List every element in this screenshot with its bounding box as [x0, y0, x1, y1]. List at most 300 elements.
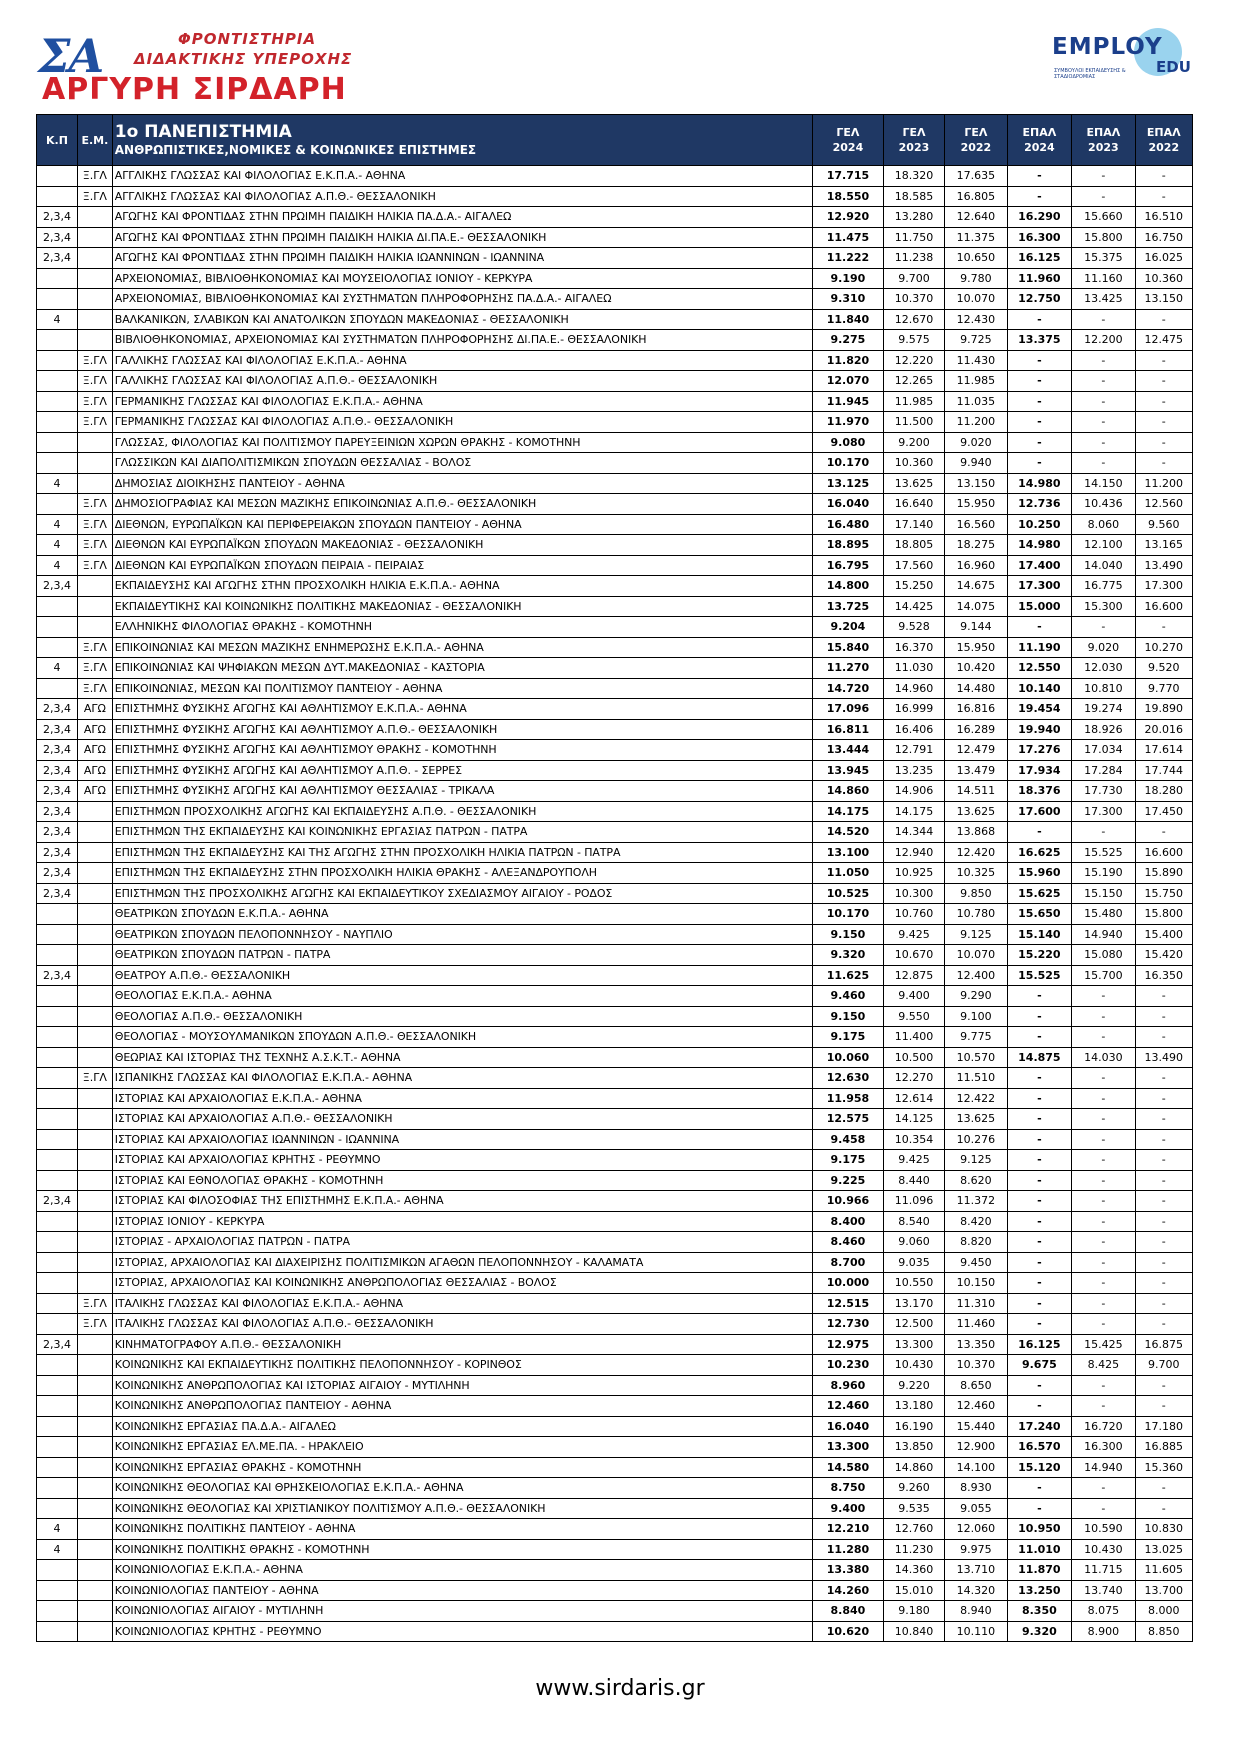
kp-cell	[37, 637, 78, 658]
em-cell: Ξ.ΓΛ	[77, 412, 112, 433]
em-cell	[77, 453, 112, 474]
kp-cell: 2,3,4	[37, 781, 78, 802]
epal-2023: 9.020	[1072, 637, 1135, 658]
epal-2022: -	[1135, 1191, 1192, 1212]
department-name: ΓΛΩΣΣΙΚΩΝ ΚΑΙ ΔΙΑΠΟΛΙΤΙΣΜΙΚΩΝ ΣΠΟΥΔΩΝ ΘΕΣΣΑΛΙΑΣ - ΒΟΛΟΣ	[112, 453, 812, 474]
em-cell	[77, 1375, 112, 1396]
gel-2024: 9.275	[813, 330, 884, 351]
gel-2023: 12.500	[883, 1314, 944, 1335]
em-cell	[77, 986, 112, 1007]
kp-cell	[37, 1560, 78, 1581]
department-name: ΙΣΤΟΡΙΑΣ, ΑΡΧΑΙΟΛΟΓΙΑΣ ΚΑΙ ΚΟΙΝΩΝΙΚΗΣ ΑΝΘΡΩΠΟΛΟΓΙΑΣ ΘΕΣΣΑΛΙΑΣ - ΒΟΛΟΣ	[112, 1273, 812, 1294]
department-name: ΓΑΛΛΙΚΗΣ ΓΛΩΣΣΑΣ ΚΑΙ ΦΙΛΟΛΟΓΙΑΣ Α.Π.Θ.- ΘΕΣΣΑΛΟΝΙΚΗ	[112, 371, 812, 392]
gel-2022: 10.150	[945, 1273, 1007, 1294]
epal-2023: -	[1072, 412, 1135, 433]
gel-2023: 13.625	[883, 473, 944, 494]
em-cell: ΑΓΩ	[77, 760, 112, 781]
epal-2022: 13.165	[1135, 535, 1192, 556]
header-col-label: ΓΕΛ	[836, 126, 860, 139]
epal-2022: 17.744	[1135, 760, 1192, 781]
table-row	[37, 1314, 1193, 1335]
gel-2023: 16.640	[883, 494, 944, 515]
kp-cell	[37, 330, 78, 351]
gel-2022: 9.144	[945, 617, 1007, 638]
gel-2024: 11.222	[813, 248, 884, 269]
department-name: ΑΓΩΓΗΣ ΚΑΙ ΦΡΟΝΤΙΔΑΣ ΣΤΗΝ ΠΡΩΙΜΗ ΠΑΙΔΙΚΗ ΗΛΙΚΙΑ ΔΙ.ΠΑ.Ε.- ΘΕΣΣΑΛΟΝΙΚΗ	[112, 227, 812, 248]
gel-2023: 14.860	[883, 1457, 944, 1478]
department-name: ΘΕΑΤΡΙΚΩΝ ΣΠΟΥΔΩΝ ΠΕΛΟΠΟΝΝΗΣΟΥ - ΝΑΥΠΛΙΟ	[112, 924, 812, 945]
gel-2022: 10.780	[945, 904, 1007, 925]
table-row	[37, 371, 1193, 392]
epal-2022: -	[1135, 432, 1192, 453]
department-name: ΚΟΙΝΩΝΙΚΗΣ ΠΟΛΙΤΙΚΗΣ ΘΡΑΚΗΣ - ΚΟΜΟΤΗΝΗ	[112, 1539, 812, 1560]
epal-2024: -	[1007, 1396, 1072, 1417]
em-cell: Ξ.ΓΛ	[77, 555, 112, 576]
employ-logo-edu: EDU	[1156, 58, 1191, 76]
gel-2024: 10.170	[813, 904, 884, 925]
kp-cell	[37, 1437, 78, 1458]
em-cell	[77, 207, 112, 228]
gel-2023: 10.550	[883, 1273, 944, 1294]
gel-2024: 9.190	[813, 268, 884, 289]
epal-2022: 10.830	[1135, 1519, 1192, 1540]
em-cell	[77, 432, 112, 453]
epal-2023: -	[1072, 1375, 1135, 1396]
epal-2023: -	[1072, 1191, 1135, 1212]
em-cell	[77, 863, 112, 884]
epal-2024: 11.010	[1007, 1539, 1072, 1560]
epal-2022: 16.350	[1135, 965, 1192, 986]
epal-2023: 11.160	[1072, 268, 1135, 289]
table-row	[37, 965, 1193, 986]
gel-2023: 12.875	[883, 965, 944, 986]
department-name: ΑΓΩΓΗΣ ΚΑΙ ΦΡΟΝΤΙΔΑΣ ΣΤΗΝ ΠΡΩΙΜΗ ΠΑΙΔΙΚΗ ΗΛΙΚΙΑ ΙΩΑΝΝΙΝΩΝ - ΙΩΑΝΝΙΝΑ	[112, 248, 812, 269]
epal-2023: -	[1072, 371, 1135, 392]
gel-2022: 10.420	[945, 658, 1007, 679]
gel-2023: 14.175	[883, 801, 944, 822]
epal-2023: -	[1072, 166, 1135, 187]
epal-2024: 11.190	[1007, 637, 1072, 658]
epal-2022: -	[1135, 1375, 1192, 1396]
table-row	[37, 617, 1193, 638]
department-name: ΓΛΩΣΣΑΣ, ΦΙΛΟΛΟΓΙΑΣ ΚΑΙ ΠΟΛΙΤΙΣΜΟΥ ΠΑΡΕΥΞΕΙΝΙΩΝ ΧΩΡΩΝ ΘΡΑΚΗΣ - ΚΟΜΟΤΗΝΗ	[112, 432, 812, 453]
gel-2023: 9.425	[883, 1150, 944, 1171]
gel-2024: 10.170	[813, 453, 884, 474]
table-row	[37, 945, 1193, 966]
kp-cell	[37, 1047, 78, 1068]
epal-2024: 15.120	[1007, 1457, 1072, 1478]
em-cell: ΑΓΩ	[77, 781, 112, 802]
kp-cell	[37, 617, 78, 638]
gel-2022: 17.635	[945, 166, 1007, 187]
table-row	[37, 904, 1193, 925]
gel-2024: 18.550	[813, 186, 884, 207]
table-row	[37, 781, 1193, 802]
table-row	[37, 719, 1193, 740]
gel-2023: 9.425	[883, 924, 944, 945]
table-row	[37, 207, 1193, 228]
table-row	[37, 1088, 1193, 1109]
epal-2023: 14.030	[1072, 1047, 1135, 1068]
epal-2022: 10.360	[1135, 268, 1192, 289]
gel-2023: 9.550	[883, 1006, 944, 1027]
gel-2023: 10.925	[883, 863, 944, 884]
gel-2022: 14.100	[945, 1457, 1007, 1478]
gel-2023: 11.985	[883, 391, 944, 412]
table-row	[37, 1560, 1193, 1581]
gel-2023: 16.406	[883, 719, 944, 740]
epal-2024: 17.240	[1007, 1416, 1072, 1437]
gel-2023: 14.425	[883, 596, 944, 617]
epal-2023: 12.030	[1072, 658, 1135, 679]
epal-2024: 16.625	[1007, 842, 1072, 863]
epal-2022: -	[1135, 391, 1192, 412]
kp-cell: 4	[37, 473, 78, 494]
em-cell: Ξ.ΓΛ	[77, 514, 112, 535]
department-name: ΕΠΙΚΟΙΝΩΝΙΑΣ ΚΑΙ ΜΕΣΩΝ ΜΑΖΙΚΗΣ ΕΝΗΜΕΡΩΣΗΣ Ε.Κ.Π.Α.- ΑΘΗΝΑ	[112, 637, 812, 658]
department-name: ΙΣΤΟΡΙΑΣ ΙΟΝΙΟΥ - ΚΕΡΚΥΡΑ	[112, 1211, 812, 1232]
gel-2023: 12.791	[883, 740, 944, 761]
table-row	[37, 863, 1193, 884]
gel-2024: 11.970	[813, 412, 884, 433]
gel-2023: 14.906	[883, 781, 944, 802]
em-cell	[77, 1047, 112, 1068]
gel-2022: 14.480	[945, 678, 1007, 699]
epal-2024: 19.940	[1007, 719, 1072, 740]
kp-cell	[37, 1375, 78, 1396]
gel-2024: 8.840	[813, 1601, 884, 1622]
em-cell	[77, 1334, 112, 1355]
table-row	[37, 453, 1193, 474]
kp-cell	[37, 371, 78, 392]
epal-2022: 17.180	[1135, 1416, 1192, 1437]
epal-2024: -	[1007, 822, 1072, 843]
gel-2022: 15.950	[945, 637, 1007, 658]
epal-2022: -	[1135, 1129, 1192, 1150]
epal-2023: 10.436	[1072, 494, 1135, 515]
department-name: ΚΟΙΝΩΝΙΟΛΟΓΙΑΣ ΠΑΝΤΕΙΟΥ - ΑΘΗΝΑ	[112, 1580, 812, 1601]
gel-2023: 12.670	[883, 309, 944, 330]
table-header-row	[37, 115, 1193, 166]
epal-2022: 16.885	[1135, 1437, 1192, 1458]
employ-edu-logo	[1052, 28, 1202, 88]
epal-2024: -	[1007, 1088, 1072, 1109]
gel-2022: 12.900	[945, 1437, 1007, 1458]
department-name: ΚΟΙΝΩΝΙΚΗΣ ΕΡΓΑΣΙΑΣ ΕΛ.ΜΕ.ΠΑ. - ΗΡΑΚΛΕΙΟ	[112, 1437, 812, 1458]
epal-2024: -	[1007, 1129, 1072, 1150]
header-col-year: 2022	[960, 141, 992, 154]
epal-2023: 8.900	[1072, 1621, 1135, 1642]
epal-2024: 16.125	[1007, 248, 1072, 269]
epal-2022: -	[1135, 1211, 1192, 1232]
department-name: ΙΤΑΛΙΚΗΣ ΓΛΩΣΣΑΣ ΚΑΙ ΦΙΛΟΛΟΓΙΑΣ Α.Π.Θ.- ΘΕΣΣΑΛΟΝΙΚΗ	[112, 1314, 812, 1335]
table-row	[37, 1498, 1193, 1519]
gel-2024: 9.225	[813, 1170, 884, 1191]
kp-cell: 2,3,4	[37, 1334, 78, 1355]
epal-2024: 12.736	[1007, 494, 1072, 515]
table-row	[37, 986, 1193, 1007]
gel-2024: 13.444	[813, 740, 884, 761]
department-name: ΔΙΕΘΝΩΝ ΚΑΙ ΕΥΡΩΠΑΪΚΩΝ ΣΠΟΥΔΩΝ ΜΑΚΕΔΟΝΙΑΣ - ΘΕΣΣΑΛΟΝΙΚΗ	[112, 535, 812, 556]
epal-2022: 19.890	[1135, 699, 1192, 720]
table-row	[37, 1601, 1193, 1622]
epal-2022: -	[1135, 1252, 1192, 1273]
em-cell	[77, 309, 112, 330]
gel-2024: 10.525	[813, 883, 884, 904]
gel-2024: 14.860	[813, 781, 884, 802]
gel-2022: 9.975	[945, 1539, 1007, 1560]
gel-2022: 12.430	[945, 309, 1007, 330]
epal-2022: -	[1135, 1027, 1192, 1048]
gel-2022: 8.620	[945, 1170, 1007, 1191]
gel-2023: 10.670	[883, 945, 944, 966]
gel-2022: 13.868	[945, 822, 1007, 843]
gel-2022: 14.675	[945, 576, 1007, 597]
department-name: ΔΙΕΘΝΩΝ ΚΑΙ ΕΥΡΩΠΑΪΚΩΝ ΣΠΟΥΔΩΝ ΠΕΙΡΑΙΑ - ΠΕΙΡΑΙΑΣ	[112, 555, 812, 576]
gel-2023: 9.700	[883, 268, 944, 289]
gel-2022: 9.725	[945, 330, 1007, 351]
table-row	[37, 842, 1193, 863]
department-name: ΕΠΙΣΤΗΜΗΣ ΦΥΣΙΚΗΣ ΑΓΩΓΗΣ ΚΑΙ ΑΘΛΗΤΙΣΜΟΥ ΘΕΣΣΑΛΙΑΣ - ΤΡΙΚΑΛΑ	[112, 781, 812, 802]
gel-2024: 9.320	[813, 945, 884, 966]
epal-2024: -	[1007, 1314, 1072, 1335]
department-name: ΑΓΓΛΙΚΗΣ ΓΛΩΣΣΑΣ ΚΑΙ ΦΙΛΟΛΟΓΙΑΣ Ε.Κ.Π.Α.- ΑΘΗΝΑ	[112, 166, 812, 187]
header-col-label: ΕΠΑΛ	[1146, 126, 1181, 139]
gel-2024: 9.310	[813, 289, 884, 310]
epal-2023: -	[1072, 186, 1135, 207]
epal-2022: 9.770	[1135, 678, 1192, 699]
gel-2023: 13.300	[883, 1334, 944, 1355]
table-row	[37, 883, 1193, 904]
epal-2023: 15.300	[1072, 596, 1135, 617]
em-cell	[77, 1273, 112, 1294]
gel-2024: 10.620	[813, 1621, 884, 1642]
em-cell: Ξ.ΓΛ	[77, 1293, 112, 1314]
table-subtitle: ΑΝΘΡΩΠΙΣΤΙΚΕΣ,ΝΟΜΙΚΕΣ & ΚΟΙΝΩΝΙΚΕΣ ΕΠΙΣΤΗΜΕΣ	[114, 143, 477, 157]
epal-2024: 10.140	[1007, 678, 1072, 699]
epal-2022: -	[1135, 412, 1192, 433]
epal-2024: 17.600	[1007, 801, 1072, 822]
gel-2022: 11.430	[945, 350, 1007, 371]
epal-2022: -	[1135, 1006, 1192, 1027]
table-row	[37, 1457, 1193, 1478]
gel-2024: 11.270	[813, 658, 884, 679]
gel-2024: 8.700	[813, 1252, 884, 1273]
epal-2022: -	[1135, 186, 1192, 207]
em-cell	[77, 924, 112, 945]
kp-cell: 2,3,4	[37, 1191, 78, 1212]
department-name: ΚΟΙΝΩΝΙΚΗΣ ΑΝΘΡΩΠΟΛΟΓΙΑΣ ΠΑΝΤΕΙΟΥ - ΑΘΗΝΑ	[112, 1396, 812, 1417]
gel-2022: 9.450	[945, 1252, 1007, 1273]
epal-2024: 17.934	[1007, 760, 1072, 781]
gel-2024: 9.175	[813, 1150, 884, 1171]
department-name: ΙΣΤΟΡΙΑΣ ΚΑΙ ΦΙΛΟΣΟΦΙΑΣ ΤΗΣ ΕΠΙΣΤΗΜΗΣ Ε.Κ.Π.Α.- ΑΘΗΝΑ	[112, 1191, 812, 1212]
gel-2022: 8.650	[945, 1375, 1007, 1396]
gel-2023: 8.540	[883, 1211, 944, 1232]
gel-2023: 13.180	[883, 1396, 944, 1417]
table-row	[37, 535, 1193, 556]
gel-2023: 18.805	[883, 535, 944, 556]
em-cell	[77, 473, 112, 494]
table-row	[37, 1150, 1193, 1171]
department-name: ΘΕΟΛΟΓΙΑΣ - ΜΟΥΣΟΥΛΜΑΝΙΚΩΝ ΣΠΟΥΔΩΝ Α.Π.Θ.- ΘΕΣΣΑΛΟΝΙΚΗ	[112, 1027, 812, 1048]
gel-2024: 11.050	[813, 863, 884, 884]
gel-2024: 8.400	[813, 1211, 884, 1232]
epal-2023: -	[1072, 1068, 1135, 1089]
gel-2022: 11.035	[945, 391, 1007, 412]
epal-2024: -	[1007, 309, 1072, 330]
kp-cell	[37, 1232, 78, 1253]
epal-2024: 12.550	[1007, 658, 1072, 679]
gel-2022: 12.640	[945, 207, 1007, 228]
department-name: ΙΤΑΛΙΚΗΣ ΓΛΩΣΣΑΣ ΚΑΙ ΦΙΛΟΛΟΓΙΑΣ Ε.Κ.Π.Α.- ΑΘΗΝΑ	[112, 1293, 812, 1314]
kp-cell: 2,3,4	[37, 801, 78, 822]
department-name: ΕΠΙΣΤΗΜΩΝ ΤΗΣ ΕΚΠΑΙΔΕΥΣΗΣ ΚΑΙ ΚΟΙΝΩΝΙΚΗΣ ΕΡΓΑΣΙΑΣ ΠΑΤΡΩΝ - ΠΑΤΡΑ	[112, 822, 812, 843]
epal-2023: -	[1072, 822, 1135, 843]
epal-2022: -	[1135, 350, 1192, 371]
gel-2023: 17.140	[883, 514, 944, 535]
gel-2022: 13.710	[945, 1560, 1007, 1581]
gel-2022: 10.650	[945, 248, 1007, 269]
gel-2023: 11.238	[883, 248, 944, 269]
gel-2024: 8.750	[813, 1478, 884, 1499]
table-title: 1ο ΠΑΝΕΠΙΣΤΗΜΙΑ	[114, 122, 292, 142]
em-cell	[77, 1170, 112, 1191]
gel-2022: 8.420	[945, 1211, 1007, 1232]
gel-2023: 10.354	[883, 1129, 944, 1150]
epal-2024: -	[1007, 1211, 1072, 1232]
epal-2022: 16.025	[1135, 248, 1192, 269]
epal-2022: -	[1135, 371, 1192, 392]
gel-2024: 18.895	[813, 535, 884, 556]
gel-2022: 10.070	[945, 945, 1007, 966]
footer-url[interactable]: www.sirdaris.gr	[535, 1676, 705, 1701]
epal-2024: -	[1007, 453, 1072, 474]
epal-2024: -	[1007, 1006, 1072, 1027]
gel-2022: 15.440	[945, 1416, 1007, 1437]
department-name: ΚΟΙΝΩΝΙΚΗΣ ΘΕΟΛΟΓΙΑΣ ΚΑΙ ΧΡΙΣΤΙΑΝΙΚΟΥ ΠΟΛΙΤΙΣΜΟΥ Α.Π.Θ.- ΘΕΣΣΑΛΟΝΙΚΗ	[112, 1498, 812, 1519]
epal-2023: 16.775	[1072, 576, 1135, 597]
table-row	[37, 186, 1193, 207]
epal-2024: -	[1007, 1191, 1072, 1212]
gel-2024: 16.480	[813, 514, 884, 535]
department-name: ΕΠΙΣΤΗΜΩΝ ΤΗΣ ΕΚΠΑΙΔΕΥΣΗΣ ΣΤΗΝ ΠΡΟΣΧΟΛΙΚΗ ΗΛΙΚΙΑ ΘΡΑΚΗΣ - ΑΛΕΞΑΝΔΡΟΥΠΟΛΗ	[112, 863, 812, 884]
epal-2022: 16.510	[1135, 207, 1192, 228]
gel-2022: 16.289	[945, 719, 1007, 740]
epal-2022: -	[1135, 1068, 1192, 1089]
gel-2024: 10.060	[813, 1047, 884, 1068]
gel-2023: 15.010	[883, 1580, 944, 1601]
gel-2023: 10.760	[883, 904, 944, 925]
epal-2022: -	[1135, 1150, 1192, 1171]
gel-2024: 8.960	[813, 1375, 884, 1396]
epal-2024: -	[1007, 371, 1072, 392]
gel-2024: 10.230	[813, 1355, 884, 1376]
epal-2022: -	[1135, 1273, 1192, 1294]
epal-2023: -	[1072, 1252, 1135, 1273]
gel-2023: 16.370	[883, 637, 944, 658]
epal-2022: -	[1135, 617, 1192, 638]
gel-2023: 11.500	[883, 412, 944, 433]
table-row	[37, 596, 1193, 617]
gel-2023: 12.614	[883, 1088, 944, 1109]
sirdaris-logo-mark: ΣΑ	[38, 29, 103, 83]
gel-2024: 9.150	[813, 1006, 884, 1027]
gel-2023: 9.220	[883, 1375, 944, 1396]
table-row	[37, 227, 1193, 248]
kp-cell	[37, 1601, 78, 1622]
gel-2024: 16.795	[813, 555, 884, 576]
em-cell: ΑΓΩ	[77, 740, 112, 761]
epal-2022: -	[1135, 453, 1192, 474]
gel-2023: 11.750	[883, 227, 944, 248]
kp-cell	[37, 494, 78, 515]
epal-2023: 15.375	[1072, 248, 1135, 269]
em-cell	[77, 227, 112, 248]
kp-cell: 2,3,4	[37, 822, 78, 843]
table-row	[37, 330, 1193, 351]
kp-cell	[37, 1416, 78, 1437]
epal-2024: -	[1007, 1109, 1072, 1130]
header-col-gel-2023	[883, 115, 944, 166]
department-name: ΘΕΩΡΙΑΣ ΚΑΙ ΙΣΤΟΡΙΑΣ ΤΗΣ ΤΕΧΝΗΣ Α.Σ.Κ.Τ.- ΑΘΗΝΑ	[112, 1047, 812, 1068]
kp-cell: 2,3,4	[37, 227, 78, 248]
epal-2023: 15.080	[1072, 945, 1135, 966]
table-row	[37, 1519, 1193, 1540]
kp-cell: 4	[37, 1539, 78, 1560]
kp-cell	[37, 289, 78, 310]
epal-2024: 17.276	[1007, 740, 1072, 761]
em-cell	[77, 289, 112, 310]
gel-2022: 9.100	[945, 1006, 1007, 1027]
table-row	[37, 309, 1193, 330]
epal-2023: -	[1072, 1006, 1135, 1027]
em-cell	[77, 1006, 112, 1027]
epal-2024: -	[1007, 1293, 1072, 1314]
kp-cell	[37, 1027, 78, 1048]
epal-2023: 17.034	[1072, 740, 1135, 761]
gel-2024: 9.175	[813, 1027, 884, 1048]
epal-2022: 16.750	[1135, 227, 1192, 248]
table-row	[37, 412, 1193, 433]
department-name: ΙΣΠΑΝΙΚΗΣ ΓΛΩΣΣΑΣ ΚΑΙ ΦΙΛΟΛΟΓΙΑΣ Ε.Κ.Π.Α.- ΑΘΗΝΑ	[112, 1068, 812, 1089]
epal-2024: 13.375	[1007, 330, 1072, 351]
gel-2022: 12.479	[945, 740, 1007, 761]
gel-2022: 9.125	[945, 1150, 1007, 1171]
department-name: ΕΚΠΑΙΔΕΥΣΗΣ ΚΑΙ ΑΓΩΓΗΣ ΣΤΗΝ ΠΡΟΣΧΟΛΙΚΗ ΗΛΙΚΙΑ Ε.Κ.Π.Α.- ΑΘΗΝΑ	[112, 576, 812, 597]
employ-logo-word: EMPLOY	[1052, 34, 1163, 60]
gel-2023: 10.360	[883, 453, 944, 474]
epal-2022: 17.300	[1135, 576, 1192, 597]
gel-2023: 17.560	[883, 555, 944, 576]
gel-2023: 11.230	[883, 1539, 944, 1560]
table-row	[37, 514, 1193, 535]
department-name: ΘΕΟΛΟΓΙΑΣ Ε.Κ.Π.Α.- ΑΘΗΝΑ	[112, 986, 812, 1007]
epal-2023: -	[1072, 1232, 1135, 1253]
epal-2022: 17.450	[1135, 801, 1192, 822]
table-row	[37, 1396, 1193, 1417]
employ-logo-subtitle: ΣΥΜΒΟΥΛΟΙ ΕΚΠΑΙΔΕΥΣΗΣ & ΣΤΑΔΙΟΔΡΟΜΙΑΣ	[1054, 68, 1126, 80]
em-cell	[77, 576, 112, 597]
epal-2024: 10.250	[1007, 514, 1072, 535]
table-row	[37, 924, 1193, 945]
sirdaris-logo	[38, 26, 378, 108]
gel-2023: 13.170	[883, 1293, 944, 1314]
table-row	[37, 1129, 1193, 1150]
header-title-cell	[112, 115, 812, 166]
gel-2022: 12.400	[945, 965, 1007, 986]
gel-2022: 9.780	[945, 268, 1007, 289]
